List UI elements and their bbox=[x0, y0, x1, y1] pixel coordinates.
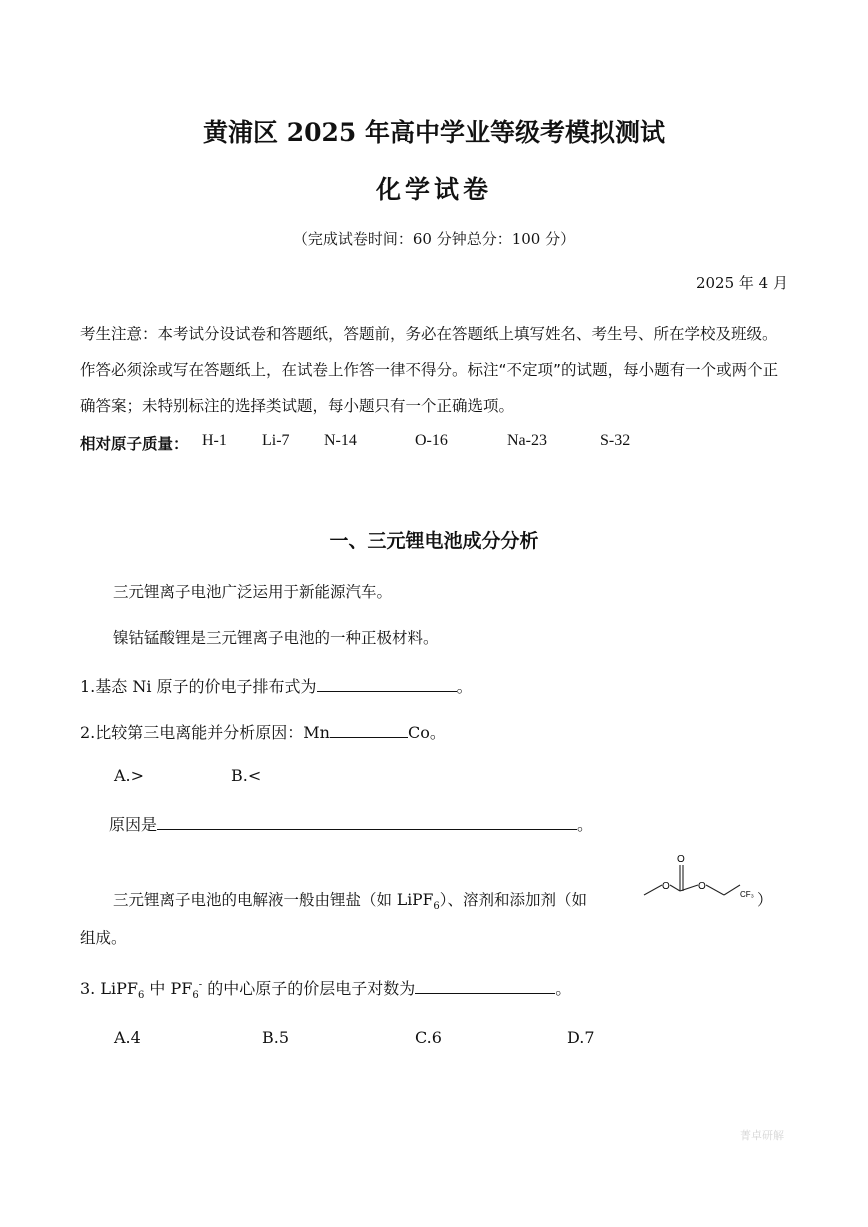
option-b[interactable]: B.< bbox=[231, 766, 262, 785]
answer-blank[interactable] bbox=[317, 675, 457, 692]
reason-suffix: 。 bbox=[577, 815, 594, 834]
question-1 bbox=[80, 674, 473, 697]
electrolyte-text-2: ）、溶剂和添加剂（如 bbox=[439, 891, 588, 909]
question-3 bbox=[80, 976, 571, 1001]
reason-label: 原因是 bbox=[109, 815, 158, 834]
atomic-mass-item: H-1 bbox=[202, 432, 227, 449]
option-a[interactable]: A.> bbox=[114, 766, 145, 785]
question-1-suffix: 。 bbox=[456, 677, 473, 696]
atomic-mass-item: O-16 bbox=[415, 432, 448, 449]
answer-blank[interactable] bbox=[157, 813, 577, 830]
option-b[interactable]: B.5 bbox=[262, 1028, 290, 1047]
atomic-mass-item: N-14 bbox=[324, 432, 357, 449]
option-d[interactable]: D.7 bbox=[567, 1028, 595, 1047]
electrolyte-text-3: ） bbox=[757, 891, 773, 909]
subscript: 6 bbox=[192, 990, 199, 1002]
exam-subtitle: 化学试卷 bbox=[375, 175, 492, 204]
watermark: 菁卓研解 bbox=[740, 1129, 784, 1142]
section-heading: 一、三元锂电池成分分析 bbox=[329, 530, 539, 552]
atomic-mass-item: Na-23 bbox=[507, 432, 547, 449]
electrolyte-paragraph bbox=[113, 888, 587, 912]
answer-blank[interactable] bbox=[330, 721, 408, 738]
question-3-suffix: 。 bbox=[555, 979, 572, 998]
question-2-suffix: Co。 bbox=[407, 723, 446, 742]
intro-paragraph: 镍钴锰酸锂是三元锂离子电池的一种正极材料。 bbox=[113, 629, 439, 647]
answer-blank[interactable] bbox=[415, 977, 555, 994]
question-2-reason bbox=[109, 812, 593, 835]
question-1-text: 1.基态 Ni 原子的价电子排布式为 bbox=[80, 677, 317, 696]
exam-time-score: （完成试卷时间：60 分钟总分：100 分） bbox=[292, 230, 576, 248]
group-label-cf3: CF₃ bbox=[740, 890, 754, 899]
question-3-text-2: 中 PF bbox=[144, 979, 193, 998]
atomic-mass-item: S-32 bbox=[600, 432, 631, 449]
atomic-mass-item: Li-7 bbox=[262, 432, 290, 449]
subscript: 6 bbox=[137, 990, 145, 1002]
atomic-mass-row bbox=[80, 432, 680, 454]
question-3-text-1: 3. LiPF bbox=[80, 979, 138, 998]
question-2-text: 2.比较第三电离能并分析原因：Mn bbox=[80, 723, 330, 742]
atom-label-o: O bbox=[662, 881, 670, 892]
atomic-mass-label: 相对原子质量： bbox=[80, 435, 189, 453]
exam-title: 黄浦区 2025 年高中学业等级考模拟测试 bbox=[203, 118, 665, 147]
intro-paragraph: 三元锂离子电池广泛运用于新能源汽车。 bbox=[113, 583, 393, 601]
option-c[interactable]: C.6 bbox=[415, 1028, 442, 1047]
option-a[interactable]: A.4 bbox=[114, 1028, 141, 1047]
question-3-text-3: 的中心原子的价层电子对数为 bbox=[202, 979, 416, 998]
electrolyte-tail: 组成。 bbox=[80, 929, 127, 947]
superscript: - bbox=[198, 979, 203, 991]
atom-label-o: O bbox=[677, 854, 685, 865]
candidate-notice: 考生注意：本考试分设试卷和答题纸，答题前，务必在答题纸上填写姓名、考生号、所在学校及班级。作答必须涂或写在答题纸上，在试卷上作答一律不得分。标注“不定项”的试题，每小题有一个或两个正确答案；未特别标注的选择类试题，每小题只有一个正确选项。 bbox=[80, 325, 779, 415]
electrolyte-text-1: 三元锂离子电池的电解液一般由锂盐（如 LiPF bbox=[113, 891, 434, 909]
question-2 bbox=[80, 720, 446, 743]
subscript: 6 bbox=[433, 901, 440, 913]
exam-date: 2025 年 4 月 bbox=[695, 274, 788, 292]
atom-label-o: O bbox=[698, 881, 706, 892]
additive-molecule-structure bbox=[640, 851, 760, 911]
